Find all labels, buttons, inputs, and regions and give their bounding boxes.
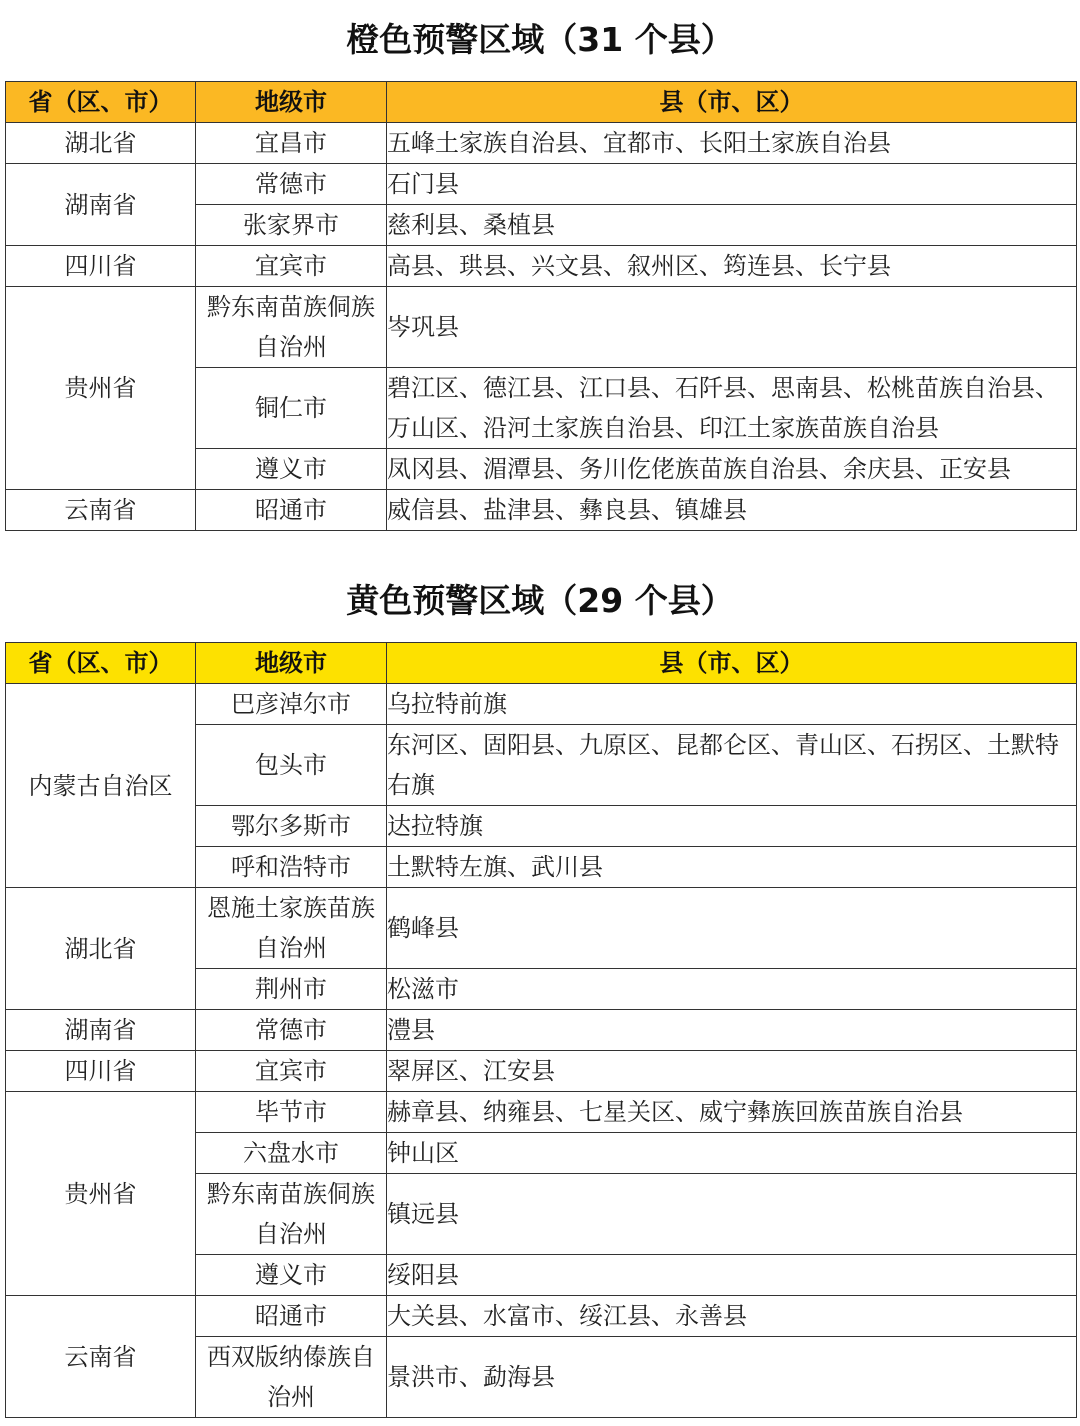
table-row: [6, 1010, 1077, 1051]
city-cell: 黔东南苗族侗族自治州: [196, 287, 387, 368]
city-cell: 昭通市: [196, 1296, 387, 1337]
county-cell: 景洪市、勐海县: [387, 1337, 1077, 1418]
city-cell: 遵义市: [196, 449, 387, 490]
header-city: 地级市: [196, 82, 387, 123]
table-row: [6, 1296, 1077, 1337]
city-cell: 巴彦淖尔市: [196, 684, 387, 725]
county-cell: 五峰土家族自治县、宜都市、长阳土家族自治县: [387, 123, 1077, 164]
city-cell: 恩施土家族苗族自治州: [196, 888, 387, 969]
county-cell: 碧江区、德江县、江口县、石阡县、思南县、松桃苗族自治县、万山区、沿河土家族自治县、印江土家族苗族自治县: [387, 368, 1077, 449]
county-cell: 澧县: [387, 1010, 1077, 1051]
orange-warning-title: 橙色预警区域（31 个县）: [346, 20, 734, 59]
header-province: 省（区、市）: [6, 82, 196, 123]
city-cell: 张家界市: [196, 205, 387, 246]
header-city: 地级市: [196, 643, 387, 684]
table-row: [6, 684, 1077, 725]
city-cell: 鄂尔多斯市: [196, 806, 387, 847]
city-cell: 黔东南苗族侗族自治州: [196, 1174, 387, 1255]
county-cell: 土默特左旗、武川县: [387, 847, 1077, 888]
table-row: [6, 123, 1077, 164]
city-cell: 常德市: [196, 164, 387, 205]
province-cell: 贵州省: [6, 287, 196, 490]
city-cell: 常德市: [196, 1010, 387, 1051]
county-cell: 高县、珙县、兴文县、叙州区、筠连县、长宁县: [387, 246, 1077, 287]
county-cell: 威信县、盐津县、彝良县、镇雄县: [387, 490, 1077, 531]
province-cell: 湖南省: [6, 164, 196, 246]
county-cell: 松滋市: [387, 969, 1077, 1010]
city-cell: 宜昌市: [196, 123, 387, 164]
county-cell: 绥阳县: [387, 1255, 1077, 1296]
province-cell: 云南省: [6, 490, 196, 531]
yellow-table-body: [6, 684, 1077, 1418]
city-cell: 包头市: [196, 725, 387, 806]
county-cell: 钟山区: [387, 1133, 1077, 1174]
province-cell: 内蒙古自治区: [6, 684, 196, 888]
orange-warning-table: [5, 81, 1077, 531]
province-cell: 四川省: [6, 246, 196, 287]
table-row: [6, 1051, 1077, 1092]
city-cell: 铜仁市: [196, 368, 387, 449]
city-cell: 呼和浩特市: [196, 847, 387, 888]
county-cell: 达拉特旗: [387, 806, 1077, 847]
table-header-row: [6, 643, 1077, 684]
yellow-warning-table: [5, 642, 1077, 1418]
county-cell: 岑巩县: [387, 287, 1077, 368]
county-cell: 凤冈县、湄潭县、务川仡佬族苗族自治县、余庆县、正安县: [387, 449, 1077, 490]
yellow-warning-title: 黄色预警区域（29 个县）: [346, 581, 734, 620]
county-cell: 石门县: [387, 164, 1077, 205]
province-cell: 湖北省: [6, 888, 196, 1010]
province-cell: 云南省: [6, 1296, 196, 1418]
header-province: 省（区、市）: [6, 643, 196, 684]
city-cell: 毕节市: [196, 1092, 387, 1133]
province-cell: 湖北省: [6, 123, 196, 164]
header-county: 县（市、区）: [387, 82, 1077, 123]
table-row: [6, 287, 1077, 368]
county-cell: 东河区、固阳县、九原区、昆都仑区、青山区、石拐区、土默特右旗: [387, 725, 1077, 806]
city-cell: 遵义市: [196, 1255, 387, 1296]
county-cell: 乌拉特前旗: [387, 684, 1077, 725]
city-cell: 荆州市: [196, 969, 387, 1010]
province-cell: 湖南省: [6, 1010, 196, 1051]
table-row: [6, 490, 1077, 531]
county-cell: 赫章县、纳雍县、七星关区、威宁彝族回族苗族自治县: [387, 1092, 1077, 1133]
county-cell: 镇远县: [387, 1174, 1077, 1255]
city-cell: 昭通市: [196, 490, 387, 531]
table-row: [6, 246, 1077, 287]
county-cell: 翠屏区、江安县: [387, 1051, 1077, 1092]
province-cell: 四川省: [6, 1051, 196, 1092]
province-cell: 贵州省: [6, 1092, 196, 1296]
table-row: [6, 1092, 1077, 1133]
table-header-row: [6, 82, 1077, 123]
city-cell: 西双版纳傣族自治州: [196, 1337, 387, 1418]
county-cell: 慈利县、桑植县: [387, 205, 1077, 246]
table-row: [6, 164, 1077, 205]
city-cell: 六盘水市: [196, 1133, 387, 1174]
city-cell: 宜宾市: [196, 246, 387, 287]
county-cell: 鹤峰县: [387, 888, 1077, 969]
table-row: [6, 888, 1077, 969]
city-cell: 宜宾市: [196, 1051, 387, 1092]
header-county: 县（市、区）: [387, 643, 1077, 684]
county-cell: 大关县、水富市、绥江县、永善县: [387, 1296, 1077, 1337]
orange-table-body: [6, 123, 1077, 531]
